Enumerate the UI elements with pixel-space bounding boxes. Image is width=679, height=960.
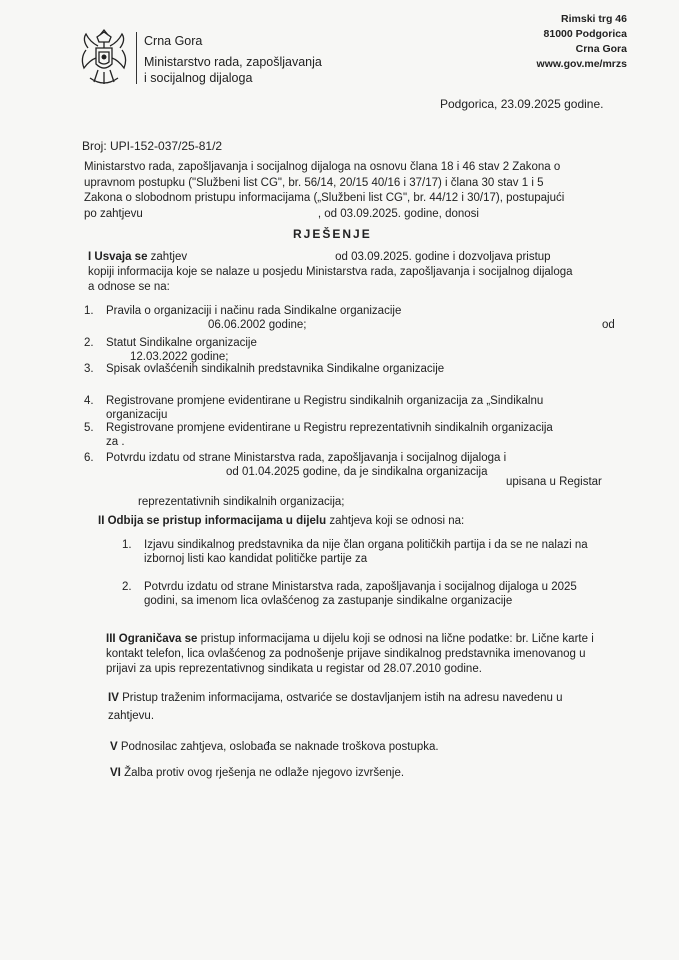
item-text: upisana u Registar xyxy=(506,476,602,488)
website-link[interactable]: www.gov.me/mrzs xyxy=(536,58,627,70)
intro-line4-start: po zahtjevu xyxy=(84,207,143,220)
section-4-line1 xyxy=(108,691,628,706)
ministry-block xyxy=(144,33,404,86)
section-4-text: zahtjevu. xyxy=(108,710,155,722)
section-3-line1 xyxy=(106,632,641,647)
decision-title: RJEŠENJE xyxy=(293,227,372,241)
section-6 xyxy=(110,766,630,781)
intro-line: upravnom postupku ("Službeni list CG", br. 56/14, 20/15 40/16 i 37/17) i člana 30 stav 1 i 5 xyxy=(84,176,544,189)
section-1-line2: kopiji informacija koje se nalaze u posjedu Ministarstva rada, zapošljavanja i socijalnog dijaloga xyxy=(88,266,573,278)
item-number: 3. xyxy=(84,363,94,375)
item-text: Pravila o organizaciji i načinu rada Sindikalne organizacije xyxy=(106,305,402,317)
section-2-text: zahtjeva koji se odnosi na: xyxy=(326,515,465,527)
item-number: 5. xyxy=(84,422,94,434)
document-number: Broj: UPI-152-037/25-81/2 xyxy=(82,139,223,153)
item-text: Izjavu sindikalnog predstavnika da nije član organa političkih partija i da se ne nalazi na xyxy=(144,539,588,551)
intro-line: Ministarstvo rada, zapošljavanja i socijalnog dijaloga na osnovu člana 18 i 46 stav 2 Zakona o xyxy=(84,161,561,173)
intro-line xyxy=(84,207,629,223)
section-5 xyxy=(110,740,630,755)
list-item xyxy=(84,336,626,364)
section-1-text-b: od 03.09.2025. godine i dozvoljava pristup xyxy=(335,251,551,263)
section-1-line3: a odnose se na: xyxy=(88,281,170,293)
item-text: Potvrdu izdatu od strane Ministarstva rada, zapošljavanja i socijalnog dijaloga i xyxy=(106,452,507,464)
item-number: 1. xyxy=(84,305,94,317)
country-name: Crna Gora xyxy=(144,34,203,48)
item-text: Registrovane promjene evidentirane u Registru reprezentativnih sindikalnih organizacija xyxy=(106,422,553,434)
document-date: Podgorica, 23.09.2025 godine. xyxy=(440,97,604,111)
section-3-text: kontakt telefon, lica ovlašćenog za podnošenje prijave sindikalnog predstavnika imenovanog u xyxy=(106,648,586,660)
coat-of-arms-icon xyxy=(78,28,130,88)
intro-line4-end: , od 03.09.2025. godine, donosi xyxy=(317,207,479,220)
ministry-name-line2: i socijalnog dijaloga xyxy=(144,71,253,85)
item-text: organizaciju xyxy=(106,409,168,421)
section-6-label: VI xyxy=(110,767,121,779)
item-number: 2. xyxy=(122,581,132,593)
intro-line: Zakona o slobodnom pristupu informacijama („Službeni list CG", br. 44/12 i 30/17), postupajući xyxy=(84,192,565,204)
ministry-address xyxy=(447,12,627,72)
list-item xyxy=(84,304,626,332)
section-5-text: Podnosilac zahtjeva, oslobađa se naknade troškova postupka. xyxy=(117,741,439,753)
section-2-label: II Odbija se pristup informacijama u dijelu xyxy=(98,515,327,527)
item-text: za . xyxy=(106,436,125,448)
item-number: 4. xyxy=(84,395,94,407)
address-street: Rimski trg 46 xyxy=(561,13,627,25)
section-3-label: III Ograničava se xyxy=(106,633,198,645)
section-2 xyxy=(98,514,638,529)
section-4-text: Pristup traženim informacijama, ostvariće se dostavljanjem istih na adresu navedenu u xyxy=(118,692,563,704)
item-text: Statut Sindikalne organizacije xyxy=(106,337,257,349)
section-1-label: I Usvaja se xyxy=(88,251,148,263)
section-3-text: pristup informacijama u dijelu koji se odnosi na lične podatke: br. Lične karte i xyxy=(197,633,594,645)
section-1-line1 xyxy=(88,250,633,265)
section-1-text-a: zahtjev xyxy=(147,251,188,263)
item-text: izbornoj listi kao kandidat političke partije za xyxy=(144,553,368,565)
section-4-label: IV xyxy=(108,692,119,704)
section-6-text: Žalba protiv ovog rješenja ne odlaže njegovo izvršenje. xyxy=(120,767,405,779)
letterhead-divider xyxy=(136,32,137,84)
intro-paragraph xyxy=(84,160,629,222)
item-text: Spisak ovlašćenih sindikalnih predstavnika Sindikalne organizacije xyxy=(106,363,445,375)
list-item xyxy=(84,421,636,449)
item-text: od xyxy=(602,319,615,331)
item-number: 1. xyxy=(122,539,132,551)
section-5-label: V xyxy=(110,741,118,753)
list-item xyxy=(122,538,634,566)
list-item xyxy=(122,580,634,608)
item-text: od 01.04.2025 godine, da je sindikalna organizacija xyxy=(226,466,488,478)
list-item xyxy=(84,362,626,376)
item-number: 2. xyxy=(84,337,94,349)
item-text: 06.06.2002 godine; xyxy=(208,319,307,331)
section-3-text: prijavi za upis reprezentativnog sindikata u registar od 28.07.2010 godine. xyxy=(106,663,482,675)
section-4 xyxy=(108,691,628,724)
item-text-row xyxy=(106,465,636,488)
item-text: reprezentativnih sindikalnih organizacija; xyxy=(138,496,345,508)
list-item xyxy=(84,394,636,422)
item-number: 6. xyxy=(84,452,94,464)
section-3 xyxy=(106,632,641,677)
ministry-name-line1: Ministarstvo rada, zapošljavanja xyxy=(144,55,322,69)
item-text: godini, sa imenom lica ovlašćenog za zastupanje sindikalne organizacije xyxy=(144,595,513,607)
item-text: 12.03.2022 godine; xyxy=(130,351,229,363)
address-city: 81000 Podgorica xyxy=(543,28,627,40)
address-country: Crna Gora xyxy=(575,43,627,55)
list-item xyxy=(84,451,636,509)
item-text: Registrovane promjene evidentirane u Registru sindikalnih organizacija za „Sindikalnu xyxy=(106,395,544,407)
section-1 xyxy=(88,250,633,295)
item-text: Potvrdu izdatu od strane Ministarstva rada, zapošljavanja i socijalnog dijaloga u 2025 xyxy=(144,581,577,593)
